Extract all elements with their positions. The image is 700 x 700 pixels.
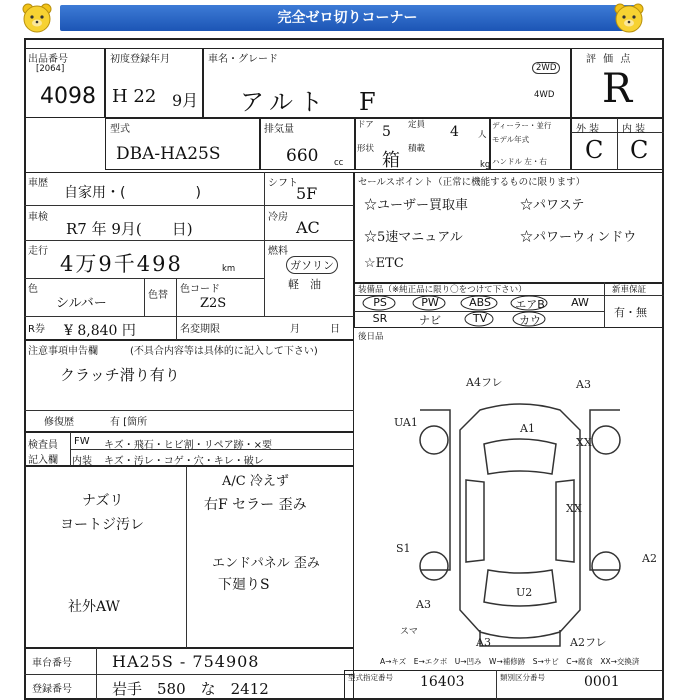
damage-label: A2 <box>642 552 657 565</box>
shape-value: 箱 <box>382 150 400 171</box>
inspection-value: R7 年 9月( 日) <box>66 220 193 238</box>
ac-label: 冷房 <box>268 212 288 223</box>
color-value: シルバー <box>56 296 107 311</box>
shift-value: 5F <box>296 184 318 203</box>
load-label: 積載 <box>408 144 426 154</box>
shape-label: 形状 <box>357 144 375 154</box>
fw-label: FW <box>74 436 90 447</box>
score-value: R <box>602 66 633 112</box>
ac-value: AC <box>296 218 320 237</box>
damage-label: A2フレ <box>570 636 607 649</box>
sales-point-item: ☆ETC <box>364 256 404 271</box>
car-name-label: 車名・グレード <box>208 54 278 65</box>
name-change-label: 名変期限 <box>180 324 220 335</box>
chassis-label: 車台番号 <box>32 658 72 669</box>
hand-note: エンドパネル 歪み <box>212 556 320 571</box>
reg-label: 登録番号 <box>32 684 72 695</box>
hand-note: A/C 冷えず <box>222 474 289 489</box>
repair-value: 有 [箇所 <box>110 417 148 428</box>
bear-mascot-icon <box>612 2 646 34</box>
handle-label: ハンドル 左・右 <box>492 157 547 166</box>
damage-label: XX <box>566 502 582 515</box>
kg-unit: kg <box>480 160 491 170</box>
interior-label: 内 装 <box>622 124 646 135</box>
category-label: 類別区分番号 <box>500 673 545 682</box>
sales-point-item: ☆ユーザー買取車 <box>364 198 469 213</box>
model-year-label: モデル年式 <box>492 135 530 144</box>
first-reg-month: 9月 <box>172 91 199 110</box>
repair-label: 修復歴 <box>44 417 74 428</box>
drive-2wd: 2WD <box>532 62 560 74</box>
color-code-value: Z2S <box>200 296 227 311</box>
damage-label: A3 <box>416 598 431 611</box>
sales-points-label: セールスポイント（正常に機能するものに限ります） <box>358 177 586 188</box>
hand-note: ヨートジ汚レ <box>60 517 144 533</box>
equipment-label: 装備品（※純正品に限り〇をつけて下さい） <box>358 285 527 295</box>
chassis-value: HA25S - 754908 <box>112 652 260 671</box>
notes-label: 注意事項申告欄 <box>28 346 98 357</box>
sales-point-item: ☆パワーウィンドウ <box>520 230 637 245</box>
equip-airbag: エアB <box>515 298 545 311</box>
diagram-legend: A→キズ E→エクボ U→凹み W→補修跡 S→サビ C→腐食 XX→交換済 <box>380 657 640 666</box>
doors-label: ドア <box>357 120 374 130</box>
damage-label: A1 <box>520 422 535 435</box>
km-unit: km <box>222 264 236 274</box>
persons-unit: 人 <box>478 130 487 140</box>
lot-sub: [2064] <box>36 64 65 74</box>
damage-label: A3 <box>576 378 591 391</box>
top-banner <box>0 0 700 36</box>
equip-navi: ナビ <box>419 314 441 327</box>
capacity-value: 4 <box>450 124 459 140</box>
color-swap-label: 色替 <box>148 290 168 301</box>
notes-sub: (不具合内容等は具体的に記入して下さい) <box>130 346 318 357</box>
banner-title: 完全ゼロ切りコーナー <box>60 5 635 31</box>
displacement-label: 排気量 <box>264 124 294 135</box>
model-designation-label: 型式指定番号 <box>348 673 393 682</box>
equip-sr: SR <box>372 312 388 325</box>
inspection-label: 車検 <box>28 212 48 223</box>
hand-note: 右F セラー 歪み <box>204 497 307 513</box>
damage-label: XX <box>576 436 592 449</box>
mileage-value: 4万9千498 <box>60 252 183 276</box>
equipment-circles <box>354 282 604 328</box>
doors-value: 5 <box>382 124 391 140</box>
color-label: 色 <box>28 284 38 295</box>
color-code-label: 色コード <box>180 284 220 295</box>
cc-unit: cc <box>334 158 344 168</box>
sales-point-item: ☆5速マニュアル <box>364 230 463 245</box>
damage-label: UA1 <box>394 416 418 429</box>
drive-4wd: 4WD <box>534 90 555 100</box>
equip-tv: TV <box>472 312 488 325</box>
model-value: DBA-HA25S <box>116 144 221 164</box>
car-name: アルト F <box>240 88 382 116</box>
shift-label: シフト <box>268 178 298 189</box>
int-text: キズ・汚レ・コゲ・穴・キレ・破レ <box>104 456 264 467</box>
model-label: 型式 <box>110 124 130 135</box>
exterior-label: 外 装 <box>576 124 600 135</box>
displacement-value: 660 <box>286 146 319 166</box>
name-change-value: 月 日 <box>290 324 340 335</box>
back-seat-label: 後日品 <box>358 332 384 342</box>
fuel-label: 燃料 <box>268 246 288 257</box>
category-value: 0001 <box>584 674 620 690</box>
first-reg-era: H 22 <box>112 86 157 107</box>
score-label: 評 価 点 <box>586 54 633 65</box>
first-reg-label: 初度登録年月 <box>110 54 170 65</box>
equip-aw: AW <box>571 296 589 309</box>
equip-pw: PW <box>421 296 439 309</box>
equip-abs: ABS <box>469 296 491 309</box>
car-damage-diagram <box>380 370 670 660</box>
damage-label: S1 <box>396 542 411 555</box>
lot-number: 4098 <box>40 84 96 109</box>
reg-value: 岩手 580 な 2412 <box>112 680 269 698</box>
usage-value: 自家用・( ) <box>64 185 201 201</box>
damage-label: U2 <box>516 586 533 599</box>
lot-label: 出品番号 <box>28 54 68 65</box>
hand-note: 下廻りS <box>218 577 270 593</box>
notes-text: クラッチ滑り有り <box>60 366 180 384</box>
fw-text: キズ・飛石・ヒビ割・リペア跡・×要 <box>104 440 272 451</box>
exterior-value: C <box>585 136 604 164</box>
equip-cow: カウ <box>519 314 541 327</box>
dealer-label: ディーラー・並行 <box>492 121 552 130</box>
capacity-label: 定員 <box>408 120 426 130</box>
damage-label: A3 <box>476 636 491 649</box>
warranty-value: 有・無 <box>614 306 647 319</box>
interior-value: C <box>630 136 649 164</box>
hand-note: ナズリ <box>82 493 124 509</box>
mileage-label: 走行 <box>28 246 48 257</box>
bear-mascot-icon <box>20 2 54 34</box>
recycle-value: ¥ 8,840 円 <box>64 323 136 339</box>
fuel-alt: 軽 油 <box>288 278 321 291</box>
equip-ps: PS <box>373 296 387 309</box>
usage-label: 車歴 <box>28 178 48 189</box>
int-label: 内装 <box>72 456 92 467</box>
model-designation-value: 16403 <box>420 674 465 690</box>
damage-label: A4フレ <box>466 376 503 389</box>
fuel-value: ガソリン <box>286 256 338 274</box>
recycle-label: R券 <box>28 324 45 335</box>
sales-point-item: ☆パワステ <box>520 198 585 213</box>
warranty-label: 新車保証 <box>612 285 647 295</box>
hand-note: 社外AW <box>68 599 120 615</box>
inspector-label-2: 記入欄 <box>28 455 58 466</box>
damage-label: スマ <box>400 627 418 637</box>
inspector-label-1: 検査員 <box>28 440 58 451</box>
